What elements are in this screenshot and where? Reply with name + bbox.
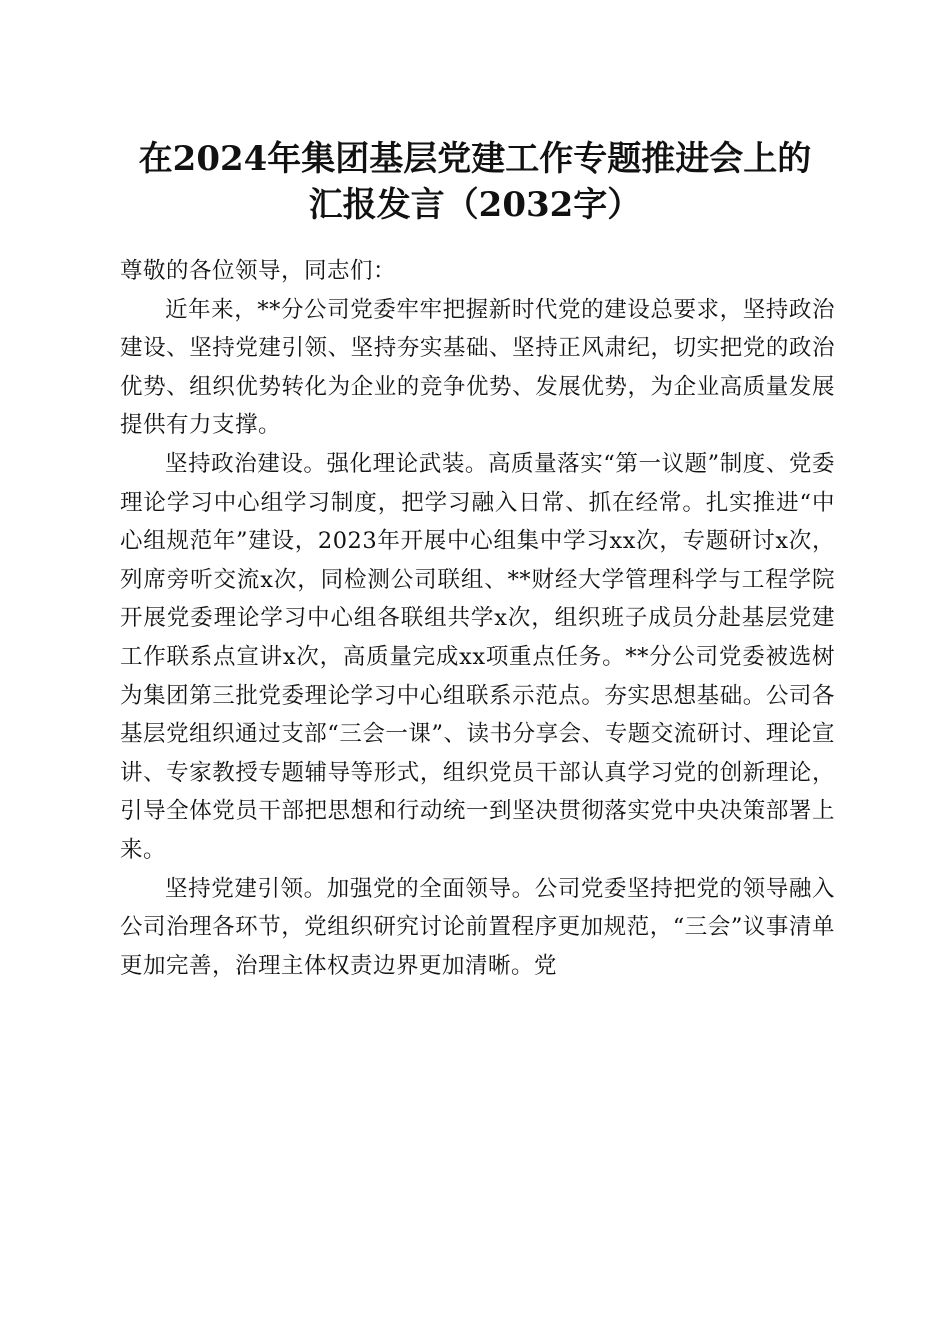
- title-line-2: 汇报发言（2032字）: [308, 185, 642, 225]
- paragraph-party-leadership: 坚持党建引领。加强党的全面领导。公司党委坚持把党的领导融入公司治理各环节，党组织研究讨论前置程序更加规范，“三会”议事清单更加完善，治理主体权责边界更加清晰。党: [120, 875, 835, 979]
- document-title: [100, 136, 850, 228]
- document-body: [120, 252, 835, 985]
- title-line-1: 在2024年集团基层党建工作专题推进会上的: [138, 139, 812, 179]
- paragraph-intro: 近年来，**分公司党委牢牢把握新时代党的建设总要求，坚持政治建设、坚持党建引领、坚持夯实基础、坚持正风肃纪，切实把党的政治优势、组织优势转化为企业的竞争优势、发展优势，为企业高质量发展提供有力支撑。: [120, 296, 835, 439]
- salutation: 尊敬的各位领导，同志们：: [120, 258, 397, 284]
- paragraph-political-construction: 坚持政治建设。强化理论武装。高质量落实“第一议题”制度、党委理论学习中心组学习制度，把学习融入日常、抓在经常。扎实推进“中心组规范年”建设，2023年开展中心组集中学习xx次，专题研讨x次，列席旁听交流x次，同检测公司联组、**财经大学管理科学与工程学院开展党委理论学习中心组各联组共学x次，组织班子成员分赴基层党建工作联系点宣讲x次，高质量完成xx项重点任务。**分公司党委被选树为集团第三批党委理论学习中心组联系示范点。夯实思想基础。公司各基层党组织通过支部“三会一课”、读书分享会、专题交流研讨、理论宣讲、专家教授专题辅导等形式，组织党员干部认真学习党的创新理论，引导全体党员干部把思想和行动统一到坚决贯彻落实党中央决策部署上来。: [120, 450, 835, 863]
